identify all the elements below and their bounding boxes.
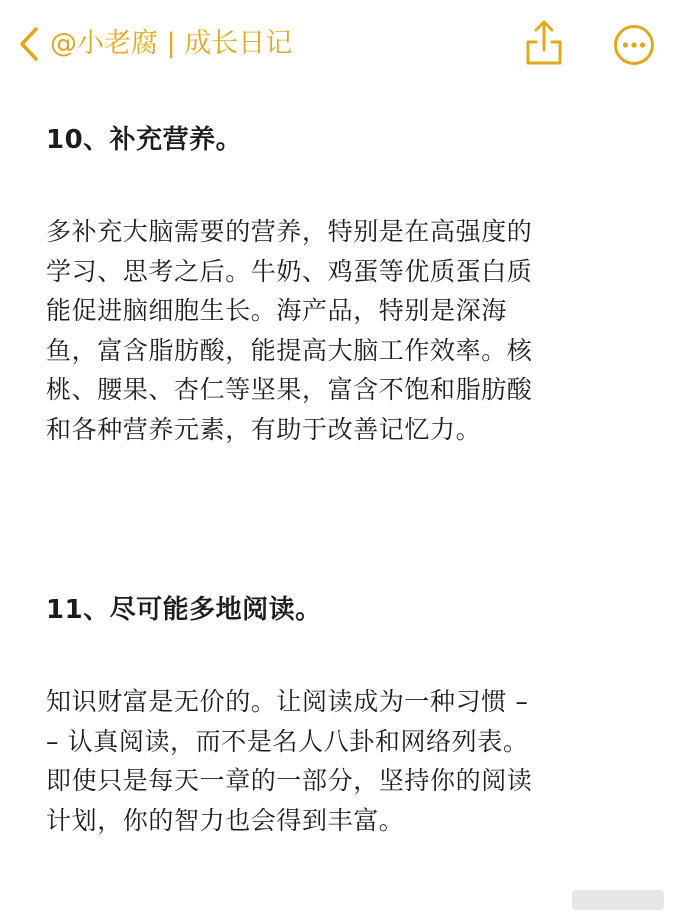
body-line: 多补充大脑需要的营养，特别是在高强度的 bbox=[46, 217, 533, 246]
note-section-10 bbox=[46, 122, 646, 449]
more-icon bbox=[613, 24, 655, 66]
section-title: 10、补充营养。 bbox=[46, 125, 243, 155]
body-line: 能促进脑细胞生长。海产品，特别是深海 bbox=[46, 296, 507, 325]
section-title: 11、尽可能多地阅读。 bbox=[46, 595, 322, 625]
more-button[interactable] bbox=[613, 24, 655, 66]
body-line: 学习、思考之后。牛奶、鸡蛋等优质蛋白质 bbox=[46, 256, 533, 286]
body-line: 和各种营养元素，有助于改善记忆力。 bbox=[46, 414, 482, 444]
body-line: 桃、腰果、杏仁等坚果，富含不饱和脂肪酸 bbox=[46, 375, 533, 404]
back-label: @小老腐 | 成长日记 bbox=[50, 28, 293, 59]
body-line: 即使只是每天一章的一部分，坚持你的阅读 bbox=[46, 766, 533, 795]
chevron-left-icon bbox=[18, 26, 40, 62]
watermark bbox=[572, 890, 664, 910]
navigation-bar bbox=[0, 0, 690, 88]
section-body bbox=[46, 212, 646, 449]
body-line: – 认真阅读，而不是名人八卦和网络列表。 bbox=[46, 726, 529, 756]
back-button[interactable] bbox=[18, 24, 292, 64]
body-line: 计划，你的智力也会得到丰富。 bbox=[46, 805, 405, 835]
body-line: 知识财富是无价的。让阅读成为一种习惯 – bbox=[46, 687, 529, 716]
note-section-11 bbox=[46, 592, 646, 840]
share-button[interactable] bbox=[524, 18, 564, 66]
share-icon bbox=[524, 18, 564, 66]
body-line: 鱼，富含脂肪酸，能提高大脑工作效率。核 bbox=[46, 335, 533, 365]
section-body bbox=[46, 682, 646, 840]
